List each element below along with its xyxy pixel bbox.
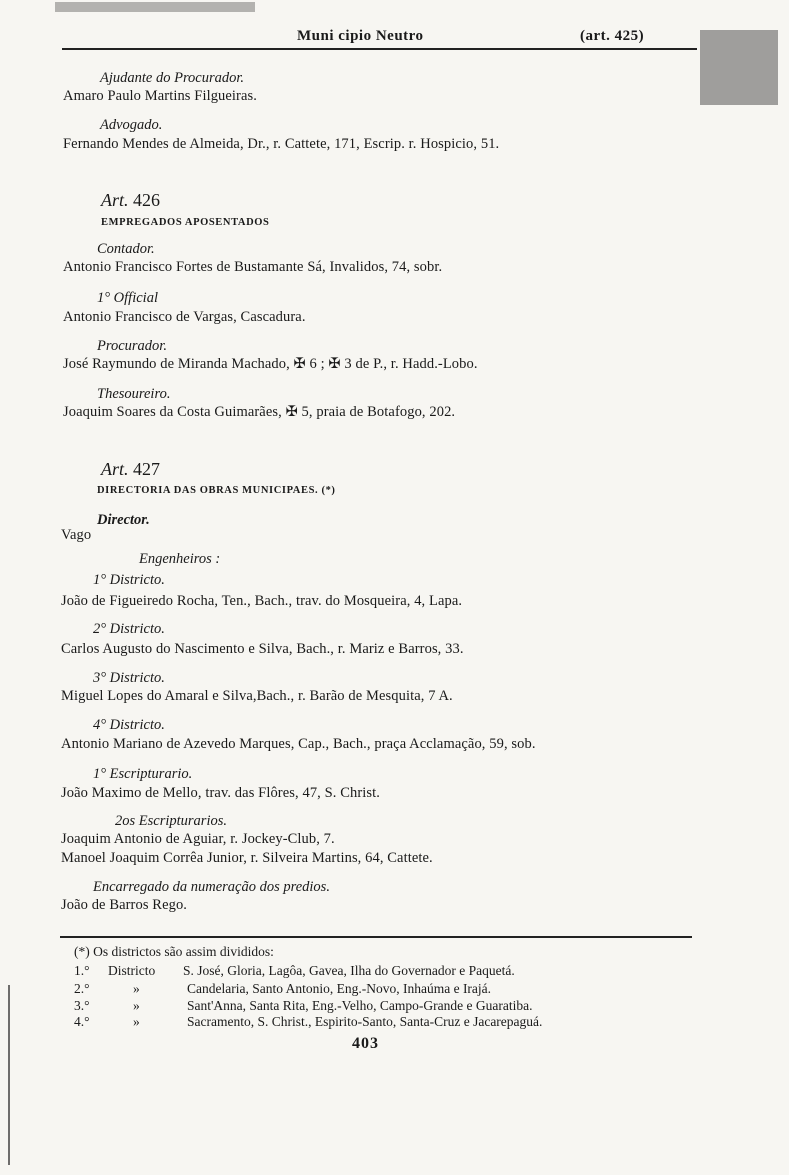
scan-noise-right [700,30,778,105]
article-label: Art. [101,190,129,210]
numeracao-title: Encarregado da numeração dos predios. [93,879,330,895]
section-heading: DIRECTORIA DAS OBRAS MUNICIPAES. (*) [97,485,336,496]
district-2-line: Carlos Augusto do Nascimento e Silva, Bach., r. Mariz e Barros, 33. [61,641,464,657]
article-label: Art. [101,459,129,479]
footnote-row-3-num: 3.° [74,998,90,1013]
footnote-row-3-mark: » [133,998,140,1013]
article-reference: (art. 425) [580,28,645,44]
footnote-row-2-text: Candelaria, Santo Antonio, Eng.-Novo, Inhaúma e Irajá. [187,981,492,996]
district-3-line: Miguel Lopes do Amaral e Silva,Bach., r. Barão de Mesquita, 7 A. [61,688,453,704]
thesoureiro-title: Thesoureiro. [97,386,171,402]
ajudante-name: Amaro Paulo Martins Filgueiras. [63,88,257,104]
escripturario-line: João Maximo de Mello, trav. das Flôres, 47, S. Christ. [61,785,381,801]
director-title: Director. [97,512,150,528]
numeracao-line: João de Barros Rego. [61,897,188,913]
district-2-title: 2° Districto. [93,621,165,637]
engenheiros-label: Engenheiros : [139,551,221,567]
procurador-line: José Raymundo de Miranda Machado, ✠ 6 ; ✠ 3 de P., r. Hadd.-Lobo. [63,356,478,372]
article-426-heading [101,190,160,211]
escripturario-title: 1° Escripturario. [93,766,193,782]
district-1-line: João de Figueiredo Rocha, Ten., Bach., trav. do Mosqueira, 4, Lapa. [61,593,463,609]
district-4-title: 4° Districto. [93,717,165,733]
advogado-line: Fernando Mendes de Almeida, Dr., r. Cattete, 171, Escrip. r. Hospicio, 51. [63,136,500,152]
director-value: Vago [61,527,92,543]
official-title: 1° Official [97,290,158,306]
header-rule [62,48,697,50]
district-3-title: 3° Districto. [93,670,165,686]
page-number: 403 [352,1035,379,1052]
thesoureiro-line: Joaquim Soares da Costa Guimarães, ✠ 5, praia de Botafogo, 202. [63,404,456,420]
footnote-row-2-num: 2.° [74,981,90,996]
official-line: Antonio Francisco de Vargas, Cascadura. [63,309,306,325]
scan-noise-top [55,2,255,12]
footnote-row-2-mark: » [133,981,140,996]
escripturarios-line-1: Joaquim Antonio de Aguiar, r. Jockey-Club, 7. [61,831,335,847]
ajudante-title: Ajudante do Procurador. [100,70,245,86]
footnote-row-4-text: Sacramento, S. Christ., Espirito-Santo, Santa-Cruz e Jacarepaguá. [187,1014,543,1029]
escripturarios-title: 2os Escripturarios. [115,813,227,829]
footnote-row-3-text: Sant'Anna, Santa Rita, Eng.-Velho, Campo-Grande e Guaratiba. [187,998,533,1013]
footnote-row-1-num: 1.° [74,963,90,978]
contador-title: Contador. [97,241,155,257]
footnote-rule [60,936,692,938]
procurador-title: Procurador. [97,338,167,354]
article-427-heading [101,459,160,480]
footnote-intro: (*) Os districtos são assim divididos: [74,944,274,959]
escripturarios-line-2: Manoel Joaquim Corrêa Junior, r. Silveira Martins, 64, Cattete. [61,850,433,866]
article-number: 427 [133,459,161,479]
footnote-row-4-num: 4.° [74,1014,90,1029]
district-1-title: 1° Districto. [93,572,165,588]
running-title: Muni cipio Neutro [297,28,424,44]
district-4-line: Antonio Mariano de Azevedo Marques, Cap., Bach., praça Acclamação, 59, sob. [61,736,536,752]
footnote-row-4-mark: » [133,1014,140,1029]
contador-line: Antonio Francisco Fortes de Bustamante Sá, Invalidos, 74, sobr. [63,259,443,275]
scan-edge-left [8,985,10,1165]
article-number: 426 [133,190,161,210]
footnote-row-1-mark: Districto [108,963,156,978]
section-heading: EMPREGADOS APOSENTADOS [101,217,270,228]
advogado-title: Advogado. [100,117,163,133]
footnote-row-1-text: S. José, Gloria, Lagôa, Gavea, Ilha do Governador e Paquetá. [183,963,515,978]
